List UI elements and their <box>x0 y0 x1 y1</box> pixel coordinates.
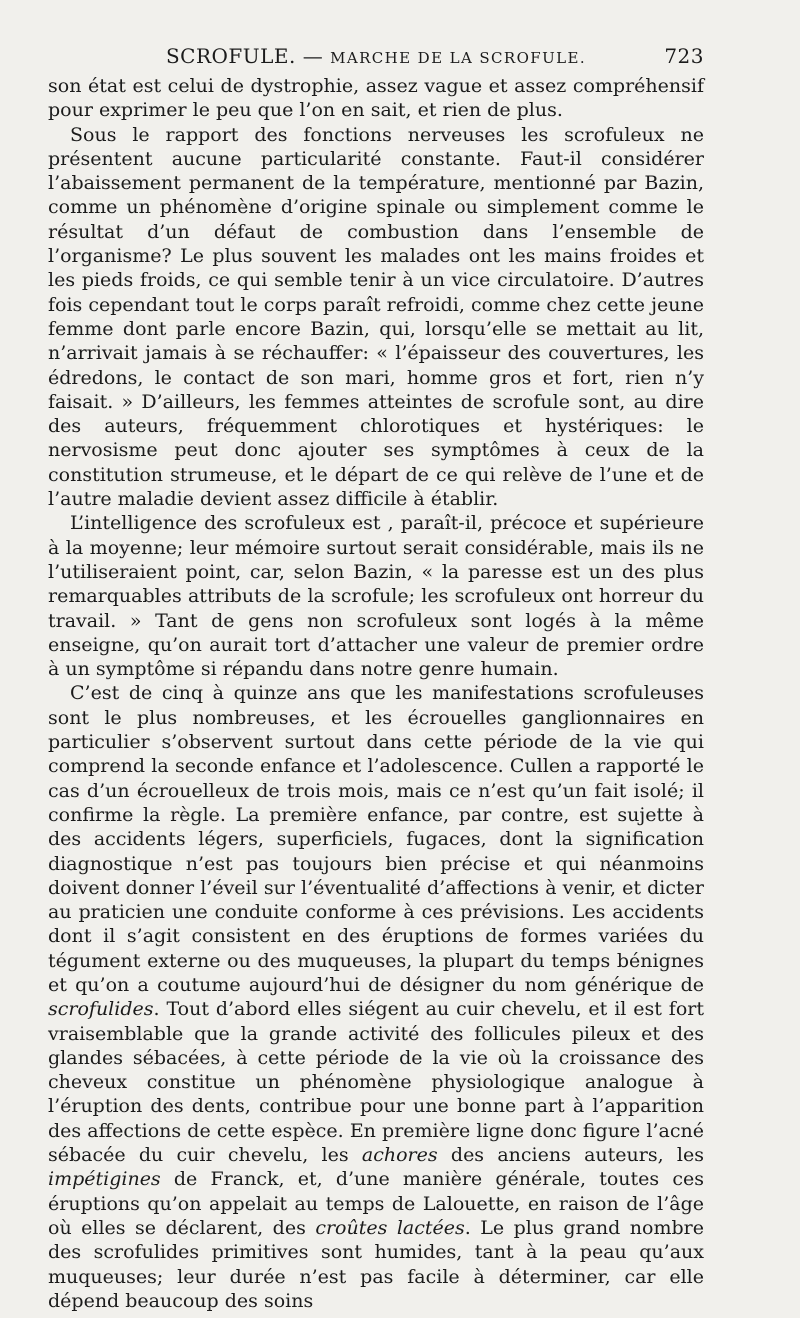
book-page <box>48 38 704 1313</box>
running-subtitle: MARCHE DE LA SCROFULE. <box>330 49 587 67</box>
header-separator: — <box>302 44 324 68</box>
text-segment: Sous le rapport des fonctions nerveuses les scrofuleux ne présentent aucune particularité constante. Faut-il considérer l’abaissement permanent de la température, mentionné par Bazin, comme un phénomène d’origine spinale ou simplement comme le résultat d’un défaut de combustion dans l’ensemble de l’organisme? Le plus souvent les malades ont les mains froides et les pieds froids, ce qui semble tenir à un vice circulatoire. D’autres fois cependant tout le corps paraît refroidi, comme chez cette jeune femme dont parle encore Bazin, qui, lorsqu’elle se mettait au lit, n’arrivait jamais à se réchauffer: « l’épaisseur des couvertures, les édredons, le contact de son mari, homme gros et fort, rien n’y faisait. » D’ailleurs, les femmes atteintes de scrofule sont, au dire des auteurs, fréquemment chlorotiques et hystériques: le nervosisme peut donc ajouter ses symptômes à ceux de la constitution strumeuse, et le départ de ce qui relève de l’une et de l’autre maladie devient assez difficile à établir. <box>48 123 704 511</box>
text-segment: son état est celui de dystrophie, assez vague et assez compréhensif pour exprimer le peu que l’on en sait, et rien de plus. <box>48 75 704 122</box>
text-segment: C’est de cinq à quinze ans que les manifestations scrofuleuses sont le plus nombreuses, et les écrouelles ganglionnaires en particulier s’observent surtout dans cette période de la vie qui comprend la seconde enfance et l’adolescence. Cullen a rapporté le cas d’un écrouelleux de trois mois, mais ce n’est qu’un fait isolé; il confirme la règle. La première enfance, par contre, est sujette à des accidents légers, superficiels, fugaces, dont la signification diagnostique n’est pas toujours bien précise et qui néanmoins doivent donner l’éveil sur l’éventualité d’affections à venir, et dicter au praticien une conduite conforme à ces prévisions. Les accidents dont il s’agit consistent en des éruptions de formes variées du tégument externe ou des muqueuses, la plupart du temps bénignes et qu’on a coutume aujourd’hui de désigner du nom générique de <box>48 682 704 996</box>
paragraph-4 <box>48 681 704 1313</box>
paragraph-2 <box>48 123 704 512</box>
paragraph-1 <box>48 74 704 123</box>
italic-term: achores <box>361 1144 438 1167</box>
running-title: SCROFULE. <box>165 44 296 68</box>
page-number: 723 <box>664 44 704 68</box>
text-segment: de Franck, et, d’une manière générale, toutes ces éruptions qu’on appelait au temps de Lalouette, en raison de l’âge où elles se déclarent, des <box>48 1168 704 1239</box>
paragraph-3 <box>48 511 704 681</box>
text-segment: . Le plus grand nombre des scrofulides primitives sont humides, tant à la peau qu’aux muqueuses; leur durée n’est pas facile à déterminer, car elle dépend beaucoup des soins <box>48 1216 704 1312</box>
body-text <box>48 74 704 1313</box>
text-segment: . Tout d’abord elles siégent au cuir chevelu, et il est fort vraisemblable que la grande activité des follicules pileux et des glandes sébacées, à cette période de la vie où la croissance des cheveux constitue un phénomène physiologique analogue à l’éruption des dents, contribue pour une bonne part à l’apparition des affections de cette espèce. En première ligne donc figure l’acné sébacée du cuir chevelu, les <box>48 998 704 1167</box>
italic-term: impétigines <box>48 1168 161 1191</box>
text-segment: L’intelligence des scrofuleux est , paraît-il, précoce et supérieure à la moyenne; leur mémoire surtout serait considérable, mais ils ne l’utiliseraient point, car, selon Bazin, « la paresse est un des plus remarquables attributs de la scrofule; les scrofuleux ont horreur du travail. » Tant de gens non scrofuleux sont logés à la même enseigne, qu’on aurait tort d’attacher une valeur de premier ordre à un symptôme si répandu dans notre genre humain. <box>48 512 704 681</box>
text-segment: des anciens auteurs, les <box>437 1144 704 1167</box>
italic-term: scrofulides <box>48 998 154 1021</box>
italic-term: croûtes lactées <box>315 1216 465 1239</box>
running-header <box>48 38 704 74</box>
